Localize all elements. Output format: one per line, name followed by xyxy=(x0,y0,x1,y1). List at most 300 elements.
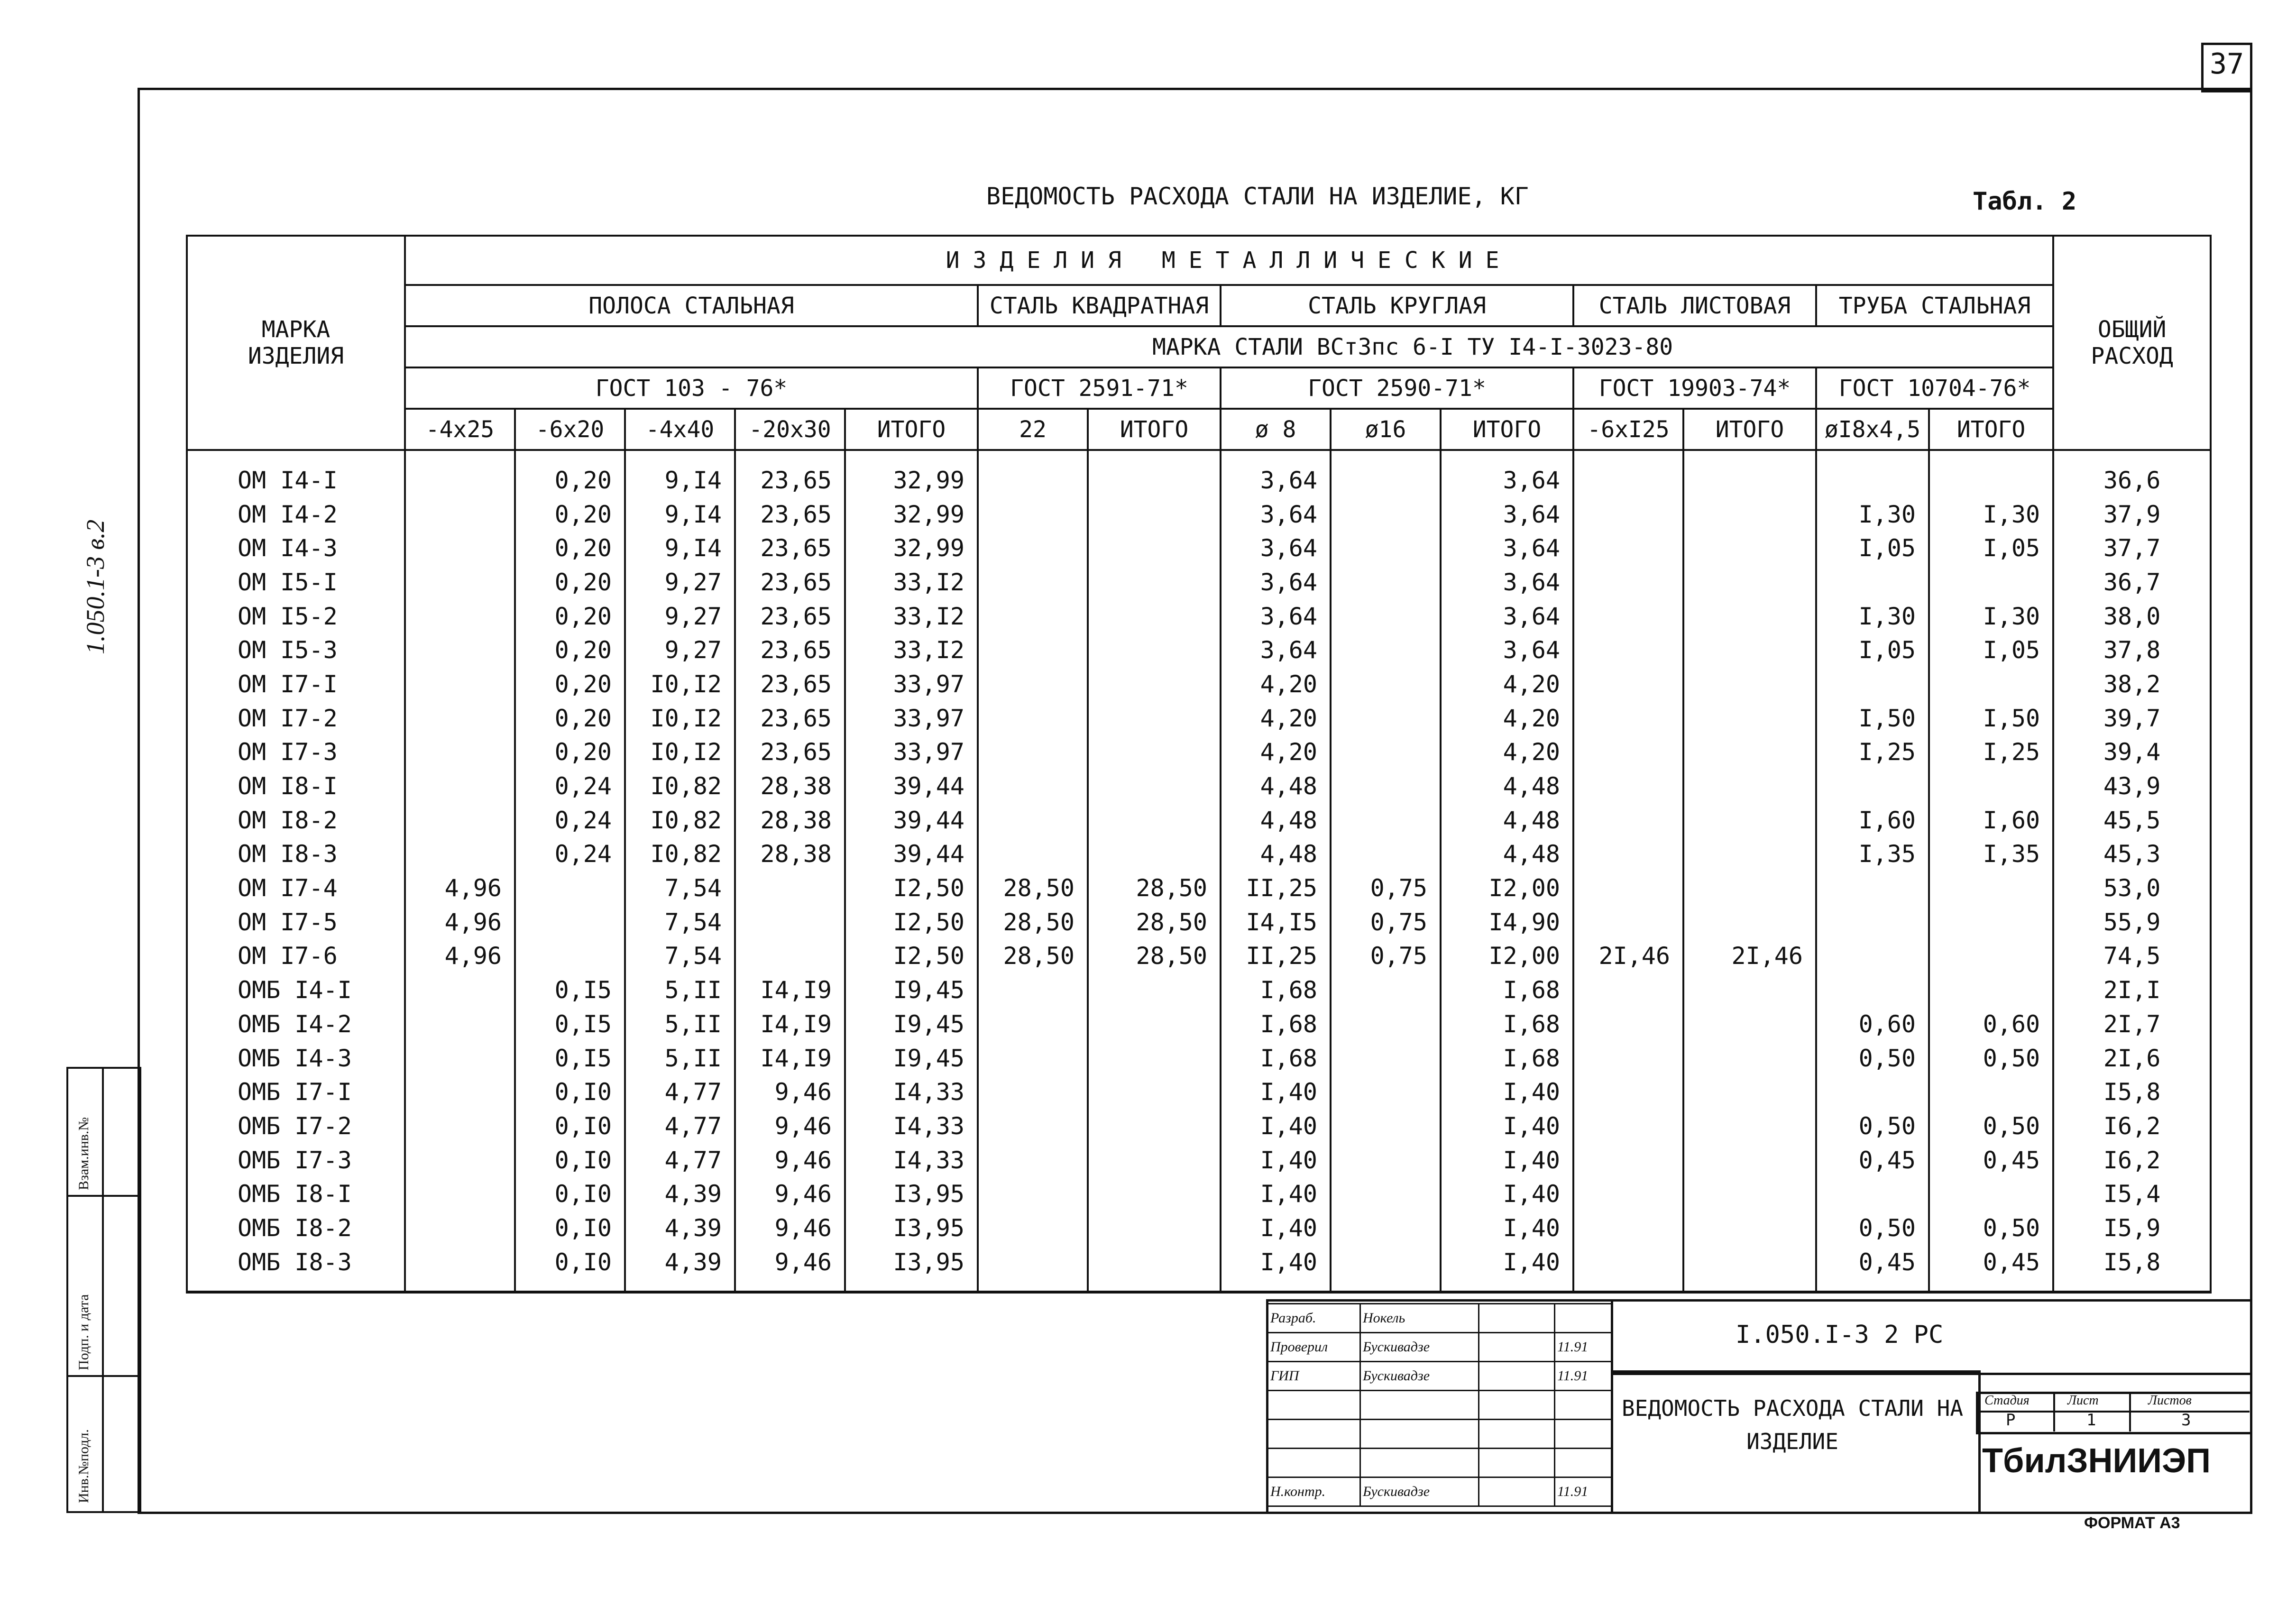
cell-6x20: 0,I5 xyxy=(515,1041,625,1075)
side-code: 1.050.1-3 в.2 xyxy=(81,519,110,654)
stamp-signatures xyxy=(1267,1303,1612,1507)
cell-4x25 xyxy=(405,1177,515,1211)
cell-pipe18: I,30 xyxy=(1816,599,1929,633)
cell-4x40: 9,27 xyxy=(625,633,735,667)
cell-sheet-total xyxy=(1683,565,1816,599)
header-size-4x25: -4x25 xyxy=(405,409,515,450)
cell-pipe18 xyxy=(1816,1177,1929,1211)
sheet-format: ФОРМАТ А3 xyxy=(2084,1514,2180,1532)
cell-strip-total: 39,44 xyxy=(845,837,978,872)
row-mark: ОМ I4-I xyxy=(187,450,405,497)
table-row xyxy=(187,905,2211,939)
header-size-round-total: ИТОГО xyxy=(1441,409,1573,450)
cell-d8: 4,48 xyxy=(1221,803,1331,837)
cell-strip-total: I3,95 xyxy=(845,1245,978,1292)
cell-pipe-total: I,60 xyxy=(1929,803,2053,837)
cell-6x20: 0,24 xyxy=(515,803,625,837)
cell-sq22 xyxy=(978,701,1088,735)
cell-6x20: 0,I0 xyxy=(515,1245,625,1292)
cell-6x125 xyxy=(1573,1007,1683,1041)
cell-sq-total xyxy=(1088,701,1221,735)
cell-grand-total: 2I,I xyxy=(2053,973,2211,1007)
cell-grand-total: 36,7 xyxy=(2053,565,2211,599)
cell-6x20 xyxy=(515,905,625,939)
cell-sq-total xyxy=(1088,973,1221,1007)
row-mark: ОМБ I4-2 xyxy=(187,1007,405,1041)
cell-grand-total: 39,7 xyxy=(2053,701,2211,735)
cell-pipe18 xyxy=(1816,769,1929,803)
cell-round-total: I,40 xyxy=(1441,1211,1573,1245)
cell-grand-total: 37,8 xyxy=(2053,633,2211,667)
stamp-signature xyxy=(1479,1449,1555,1477)
cell-pipe-total: I,25 xyxy=(1929,735,2053,770)
cell-d16 xyxy=(1331,803,1441,837)
cell-sq22 xyxy=(978,1177,1088,1211)
cell-grand-total: 45,3 xyxy=(2053,837,2211,872)
cell-4x25: 4,96 xyxy=(405,871,515,905)
cell-d16: 0,75 xyxy=(1331,939,1441,973)
cell-6x20: 0,I0 xyxy=(515,1211,625,1245)
cell-4x25 xyxy=(405,973,515,1007)
steel-consumption-table xyxy=(186,235,2212,1294)
cell-sq-total xyxy=(1088,769,1221,803)
cell-4x40: 7,54 xyxy=(625,905,735,939)
cell-round-total: 3,64 xyxy=(1441,565,1573,599)
cell-4x40: I0,I2 xyxy=(625,735,735,770)
cell-d8: 4,48 xyxy=(1221,769,1331,803)
cell-4x40: 5,II xyxy=(625,1041,735,1075)
stamp-row xyxy=(1268,1391,1612,1420)
cell-6x125 xyxy=(1573,565,1683,599)
cell-strip-total: 33,I2 xyxy=(845,633,978,667)
cell-20x30: 28,38 xyxy=(735,769,845,803)
table-row xyxy=(187,939,2211,973)
cell-sq22 xyxy=(978,1075,1088,1109)
cell-strip-total: 33,97 xyxy=(845,667,978,701)
cell-d16 xyxy=(1331,1177,1441,1211)
cell-strip-total: 33,I2 xyxy=(845,599,978,633)
cell-6x125 xyxy=(1573,837,1683,872)
cell-strip-total: I2,50 xyxy=(845,905,978,939)
side-strip-cut-2 xyxy=(66,1375,139,1377)
stamp-title: ВЕДОМОСТЬ РАСХОДА СТАЛИ НА ИЗДЕЛИЕ xyxy=(1621,1395,1964,1454)
cell-sheet-total xyxy=(1683,769,1816,803)
cell-pipe-total: I,50 xyxy=(1929,701,2053,735)
cell-d8: I,40 xyxy=(1221,1245,1331,1292)
cell-20x30: 23,65 xyxy=(735,450,845,497)
cell-6x20: 0,20 xyxy=(515,633,625,667)
stamp-name: Бускивадзе xyxy=(1360,1477,1479,1506)
stamp-role: ГИП xyxy=(1268,1362,1360,1391)
cell-20x30: 23,65 xyxy=(735,531,845,565)
cell-pipe18: 0,60 xyxy=(1816,1007,1929,1041)
cell-4x40: 9,27 xyxy=(625,565,735,599)
cell-strip-total: 33,97 xyxy=(845,701,978,735)
cell-d16 xyxy=(1331,1075,1441,1109)
row-mark: ОМ I7-3 xyxy=(187,735,405,770)
cell-sq-total xyxy=(1088,450,1221,497)
cell-sheet-total xyxy=(1683,450,1816,497)
cell-round-total: 3,64 xyxy=(1441,599,1573,633)
cell-sq-total xyxy=(1088,1007,1221,1041)
header-kind-pipe: ТРУБА СТАЛЬНАЯ xyxy=(1816,285,2053,326)
cell-sheet-total xyxy=(1683,1211,1816,1245)
header-total: ОБЩИЙ РАСХОД xyxy=(2053,236,2211,450)
cell-pipe18 xyxy=(1816,1075,1929,1109)
cell-4x25 xyxy=(405,531,515,565)
cell-round-total: 4,48 xyxy=(1441,837,1573,872)
header-kind-round: СТАЛЬ КРУГЛАЯ xyxy=(1221,285,1573,326)
cell-pipe18: I,25 xyxy=(1816,735,1929,770)
cell-sq-total: 28,50 xyxy=(1088,905,1221,939)
cell-round-total: I,40 xyxy=(1441,1109,1573,1143)
cell-pipe18: 0,50 xyxy=(1816,1211,1929,1245)
table-row xyxy=(187,1177,2211,1211)
table-row xyxy=(187,837,2211,872)
cell-6x125 xyxy=(1573,531,1683,565)
cell-4x25: 4,96 xyxy=(405,905,515,939)
cell-round-total: I2,00 xyxy=(1441,871,1573,905)
header-steel-grade: МАРКА СТАЛИ ВСт3пс 6-I ТУ I4-I-3023-80 xyxy=(405,326,2053,367)
table-row xyxy=(187,973,2211,1007)
cell-20x30: I4,I9 xyxy=(735,973,845,1007)
stamp-role: Разраб. xyxy=(1268,1304,1360,1333)
cell-4x40: 9,I4 xyxy=(625,497,735,532)
cell-pipe-total: I,05 xyxy=(1929,633,2053,667)
stamp-date: 11.91 xyxy=(1555,1477,1612,1506)
cell-d16: 0,75 xyxy=(1331,905,1441,939)
header-size-pipe-total: ИТОГО xyxy=(1929,409,2053,450)
cell-d16 xyxy=(1331,837,1441,872)
page-number: 37 xyxy=(2210,47,2244,81)
cell-sq-total xyxy=(1088,667,1221,701)
stamp-signature xyxy=(1479,1420,1555,1449)
cell-pipe18 xyxy=(1816,905,1929,939)
cell-strip-total: 33,I2 xyxy=(845,565,978,599)
cell-pipe18: 0,50 xyxy=(1816,1109,1929,1143)
cell-pipe-total: 0,45 xyxy=(1929,1245,2053,1292)
stamp-date: 11.91 xyxy=(1555,1362,1612,1391)
stamp-row xyxy=(1268,1362,1612,1391)
cell-sheet-total xyxy=(1683,803,1816,837)
row-mark: ОМБ I4-I xyxy=(187,973,405,1007)
cell-strip-total: 39,44 xyxy=(845,803,978,837)
cell-pipe-total: 0,45 xyxy=(1929,1143,2053,1177)
cell-sq-total xyxy=(1088,1109,1221,1143)
cell-sheet-total xyxy=(1683,905,1816,939)
cell-4x25 xyxy=(405,1075,515,1109)
side-strip-divider xyxy=(102,1067,104,1511)
stamp-name xyxy=(1360,1420,1479,1449)
cell-sq22 xyxy=(978,450,1088,497)
cell-d8: I,68 xyxy=(1221,1041,1331,1075)
cell-20x30: 28,38 xyxy=(735,803,845,837)
cell-6x20: 0,20 xyxy=(515,565,625,599)
table-row xyxy=(187,1041,2211,1075)
cell-d16 xyxy=(1331,497,1441,532)
row-mark: ОМБ I8-3 xyxy=(187,1245,405,1292)
cell-20x30: I4,I9 xyxy=(735,1007,845,1041)
cell-d8: 3,64 xyxy=(1221,599,1331,633)
cell-sq22 xyxy=(978,1211,1088,1245)
row-mark: ОМБ I7-3 xyxy=(187,1143,405,1177)
cell-round-total: 3,64 xyxy=(1441,497,1573,532)
cell-d16 xyxy=(1331,1211,1441,1245)
cell-strip-total: 32,99 xyxy=(845,497,978,532)
cell-d8: 3,64 xyxy=(1221,450,1331,497)
stamp-signature xyxy=(1479,1304,1555,1333)
stamp-role xyxy=(1268,1449,1360,1477)
header-size-sheet-total: ИТОГО xyxy=(1683,409,1816,450)
stamp-row xyxy=(1268,1477,1612,1506)
cell-sq-total xyxy=(1088,735,1221,770)
cell-strip-total: I3,95 xyxy=(845,1177,978,1211)
cell-grand-total: 74,5 xyxy=(2053,939,2211,973)
cell-6x125 xyxy=(1573,599,1683,633)
stamp-organization: ТбилЗНИИЭП xyxy=(1982,1442,2211,1480)
cell-grand-total: 38,0 xyxy=(2053,599,2211,633)
table-row xyxy=(187,1109,2211,1143)
cell-20x30 xyxy=(735,871,845,905)
table-row xyxy=(187,633,2211,667)
cell-pipe18 xyxy=(1816,973,1929,1007)
cell-4x40: 4,39 xyxy=(625,1245,735,1292)
stamp-name xyxy=(1360,1449,1479,1477)
stamp-sheets-label: Листов xyxy=(2148,1393,2192,1408)
cell-d16 xyxy=(1331,565,1441,599)
cell-pipe-total xyxy=(1929,1177,2053,1211)
cell-d8: II,25 xyxy=(1221,871,1331,905)
cell-strip-total: I4,33 xyxy=(845,1143,978,1177)
cell-round-total: I,40 xyxy=(1441,1143,1573,1177)
header-std-strip: ГОСТ 103 - 76* xyxy=(405,367,978,409)
cell-d8: 4,20 xyxy=(1221,701,1331,735)
cell-6x20: 0,I0 xyxy=(515,1143,625,1177)
header-size-pipe18: øI8x4,5 xyxy=(1816,409,1929,450)
cell-4x40: I0,82 xyxy=(625,803,735,837)
cell-6x20: 0,24 xyxy=(515,837,625,872)
cell-4x40: 4,77 xyxy=(625,1143,735,1177)
cell-strip-total: I3,95 xyxy=(845,1211,978,1245)
cell-round-total: I,68 xyxy=(1441,1041,1573,1075)
table-row xyxy=(187,701,2211,735)
row-mark: ОМ I8-I xyxy=(187,769,405,803)
cell-pipe-total xyxy=(1929,871,2053,905)
cell-sheet-total xyxy=(1683,599,1816,633)
cell-sq-total: 28,50 xyxy=(1088,871,1221,905)
cell-4x40: 5,II xyxy=(625,973,735,1007)
cell-strip-total: I9,45 xyxy=(845,973,978,1007)
header-size-20x30: -20x30 xyxy=(735,409,845,450)
cell-pipe-total xyxy=(1929,973,2053,1007)
cell-pipe18: 0,50 xyxy=(1816,1041,1929,1075)
cell-grand-total: 37,7 xyxy=(2053,531,2211,565)
cell-sq22 xyxy=(978,1041,1088,1075)
row-mark: ОМБ I8-2 xyxy=(187,1211,405,1245)
cell-grand-total: I6,2 xyxy=(2053,1109,2211,1143)
header-size-d16: ø16 xyxy=(1331,409,1441,450)
cell-strip-total: I2,50 xyxy=(845,939,978,973)
table-row xyxy=(187,497,2211,532)
cell-sheet-total xyxy=(1683,1007,1816,1041)
cell-d8: I,40 xyxy=(1221,1075,1331,1109)
cell-sq22 xyxy=(978,1143,1088,1177)
table-reference: Табл. 2 xyxy=(1973,187,2077,216)
cell-d16 xyxy=(1331,1109,1441,1143)
cell-sq-total: 28,50 xyxy=(1088,939,1221,973)
cell-6x20: 0,20 xyxy=(515,497,625,532)
cell-d16 xyxy=(1331,769,1441,803)
stamp-sheet-label: Лист xyxy=(2067,1393,2099,1408)
cell-6x125 xyxy=(1573,1211,1683,1245)
side-label-inv: Инв.№подл. xyxy=(76,1429,92,1503)
cell-sq-total xyxy=(1088,1075,1221,1109)
header-kind-square: СТАЛЬ КВАДРАТНАЯ xyxy=(978,285,1221,326)
row-mark: ОМ I5-2 xyxy=(187,599,405,633)
cell-sheet-total xyxy=(1683,1109,1816,1143)
cell-sq22 xyxy=(978,531,1088,565)
cell-round-total: I2,00 xyxy=(1441,939,1573,973)
stamp-date xyxy=(1555,1391,1612,1420)
table-row xyxy=(187,1245,2211,1292)
cell-6x125 xyxy=(1573,1075,1683,1109)
cell-4x25 xyxy=(405,803,515,837)
cell-d8: I,40 xyxy=(1221,1143,1331,1177)
cell-20x30: 9,46 xyxy=(735,1245,845,1292)
cell-20x30: 23,65 xyxy=(735,701,845,735)
cell-4x40: 5,II xyxy=(625,1007,735,1041)
stamp-signature xyxy=(1479,1391,1555,1420)
cell-d8: II,25 xyxy=(1221,939,1331,973)
cell-6x125 xyxy=(1573,450,1683,497)
cell-pipe18: I,05 xyxy=(1816,531,1929,565)
cell-strip-total: I2,50 xyxy=(845,871,978,905)
cell-pipe18 xyxy=(1816,939,1929,973)
cell-pipe-total: 0,50 xyxy=(1929,1109,2053,1143)
side-label-sign: Подп. и дата xyxy=(76,1294,92,1370)
cell-d16 xyxy=(1331,973,1441,1007)
stamp-row xyxy=(1268,1420,1612,1449)
cell-4x25 xyxy=(405,769,515,803)
cell-d16: 0,75 xyxy=(1331,871,1441,905)
cell-grand-total: 43,9 xyxy=(2053,769,2211,803)
stamp-signature xyxy=(1479,1333,1555,1362)
cell-grand-total: 53,0 xyxy=(2053,871,2211,905)
cell-round-total: 3,64 xyxy=(1441,633,1573,667)
cell-sheet-total xyxy=(1683,1041,1816,1075)
cell-d16 xyxy=(1331,1245,1441,1292)
header-std-round: ГОСТ 2590-71* xyxy=(1221,367,1573,409)
cell-d16 xyxy=(1331,701,1441,735)
cell-strip-total: 32,99 xyxy=(845,531,978,565)
cell-round-total: I,40 xyxy=(1441,1177,1573,1211)
cell-sq-total xyxy=(1088,1177,1221,1211)
cell-6x20: 0,I0 xyxy=(515,1109,625,1143)
cell-sheet-total xyxy=(1683,837,1816,872)
cell-sq22 xyxy=(978,633,1088,667)
cell-sq-total xyxy=(1088,1245,1221,1292)
row-mark: ОМ I5-3 xyxy=(187,633,405,667)
cell-pipe-total xyxy=(1929,905,2053,939)
cell-4x40: I0,I2 xyxy=(625,667,735,701)
cell-sheet-total xyxy=(1683,1177,1816,1211)
cell-sq-total xyxy=(1088,1143,1221,1177)
cell-sheet-total xyxy=(1683,1245,1816,1292)
header-group: ИЗДЕЛИЯ МЕТАЛЛИЧЕСКИЕ xyxy=(405,236,2053,285)
table-row xyxy=(187,803,2211,837)
cell-6x20 xyxy=(515,939,625,973)
cell-4x25 xyxy=(405,565,515,599)
cell-6x20 xyxy=(515,871,625,905)
header-std-square: ГОСТ 2591-71* xyxy=(978,367,1221,409)
cell-20x30: 9,46 xyxy=(735,1109,845,1143)
cell-grand-total: 55,9 xyxy=(2053,905,2211,939)
table-row xyxy=(187,599,2211,633)
cell-grand-total: I5,8 xyxy=(2053,1075,2211,1109)
table-row xyxy=(187,450,2211,497)
cell-sq22 xyxy=(978,735,1088,770)
table-row xyxy=(187,667,2211,701)
cell-strip-total: I9,45 xyxy=(845,1041,978,1075)
cell-6x125 xyxy=(1573,1041,1683,1075)
cell-d8: 3,64 xyxy=(1221,565,1331,599)
cell-pipe18: I,35 xyxy=(1816,837,1929,872)
cell-4x25 xyxy=(405,1109,515,1143)
stamp-role xyxy=(1268,1391,1360,1420)
cell-sq22 xyxy=(978,667,1088,701)
table-row xyxy=(187,565,2211,599)
cell-20x30: 9,46 xyxy=(735,1075,845,1109)
cell-round-total: I,68 xyxy=(1441,973,1573,1007)
cell-d16 xyxy=(1331,735,1441,770)
row-mark: ОМ I7-5 xyxy=(187,905,405,939)
cell-4x40: 9,27 xyxy=(625,599,735,633)
cell-sheet-total xyxy=(1683,633,1816,667)
cell-6x20: 0,I0 xyxy=(515,1075,625,1109)
stamp-name xyxy=(1360,1391,1479,1420)
cell-sq22: 28,50 xyxy=(978,871,1088,905)
cell-4x40: I0,82 xyxy=(625,837,735,872)
cell-pipe-total: I,30 xyxy=(1929,599,2053,633)
cell-sq22 xyxy=(978,769,1088,803)
header-size-d8: ø 8 xyxy=(1221,409,1331,450)
cell-round-total: I4,90 xyxy=(1441,905,1573,939)
cell-d8: 3,64 xyxy=(1221,497,1331,532)
header-size-6x20: -6x20 xyxy=(515,409,625,450)
stamp-date: 11.91 xyxy=(1555,1333,1612,1362)
cell-d8: 4,48 xyxy=(1221,837,1331,872)
cell-6x20: 0,I0 xyxy=(515,1177,625,1211)
cell-strip-total: 39,44 xyxy=(845,769,978,803)
header-size-4x40: -4x40 xyxy=(625,409,735,450)
cell-pipe-total: I,05 xyxy=(1929,531,2053,565)
cell-pipe18: 0,45 xyxy=(1816,1245,1929,1292)
cell-round-total: 4,48 xyxy=(1441,769,1573,803)
cell-4x40: I0,I2 xyxy=(625,701,735,735)
cell-sq22 xyxy=(978,1245,1088,1292)
cell-6x125 xyxy=(1573,667,1683,701)
cell-20x30: 23,65 xyxy=(735,497,845,532)
cell-sq22 xyxy=(978,497,1088,532)
row-mark: ОМ I4-3 xyxy=(187,531,405,565)
cell-pipe18 xyxy=(1816,450,1929,497)
cell-4x25 xyxy=(405,1245,515,1292)
cell-sq-total xyxy=(1088,599,1221,633)
stamp-row xyxy=(1268,1333,1612,1362)
header-kind-strip: ПОЛОСА СТАЛЬНАЯ xyxy=(405,285,978,326)
cell-d16 xyxy=(1331,599,1441,633)
cell-round-total: I,40 xyxy=(1441,1075,1573,1109)
